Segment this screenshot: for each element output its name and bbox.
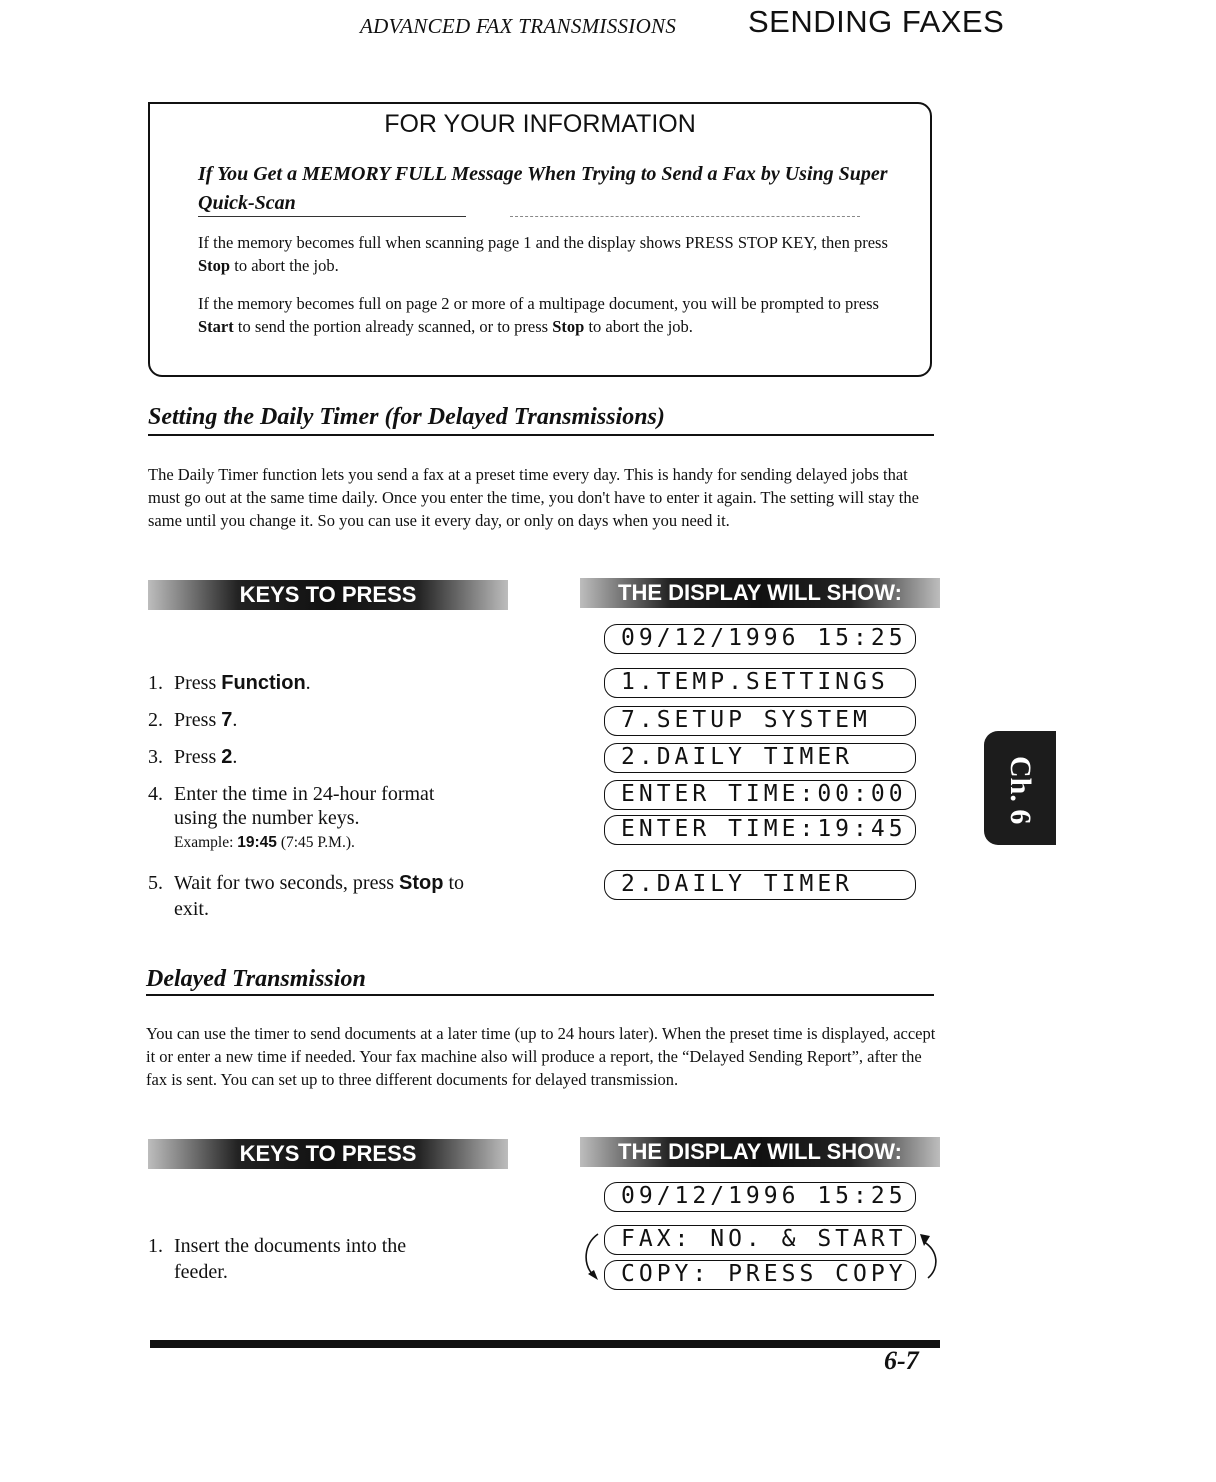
step-2: [148, 707, 528, 733]
info-p1-text-a: If the memory becomes full when scanning page 1 and the display shows PRESS STOP KEY, then press: [198, 233, 888, 252]
info-p1-stop: Stop: [198, 256, 231, 275]
chapter-tab-label: Ch. 6: [1004, 756, 1037, 825]
running-header-chapter: SENDING FAXES: [748, 4, 1005, 39]
chapter-tab: [984, 731, 1056, 845]
display-will-show-banner: THE DISPLAY WILL SHOW:: [580, 578, 940, 608]
alternating-arrow-left-icon: [576, 1228, 606, 1288]
delayed-step-1: [148, 1233, 528, 1287]
lcd-display-daily-timer: 2.DAILY TIMER: [604, 743, 916, 773]
key-7: 7: [221, 709, 233, 731]
delayed-heading-rule: [146, 994, 934, 996]
lcd-display-temp-settings: 1.TEMP.SETTINGS: [604, 668, 916, 698]
step-number: 2.: [148, 709, 163, 731]
step-number: 5.: [148, 872, 163, 894]
step-5: [148, 870, 528, 924]
info-p2-text-c: to abort the job.: [584, 317, 693, 336]
keys-to-press-banner: KEYS TO PRESS: [148, 580, 508, 610]
lcd-display-enter-time-blank: ENTER TIME:00:00: [604, 780, 916, 810]
example-time: 19:45: [237, 834, 277, 851]
info-p2-text-a: If the memory becomes full on page 2 or more of a multipage document, you will be prompted to press: [198, 294, 879, 313]
page-number: 6-7: [884, 1346, 919, 1375]
info-box-rule-dashed: [510, 216, 860, 217]
lcd-display-date-2: 09/12/1996 15:25: [604, 1182, 916, 1212]
info-box-title: FOR YOUR INFORMATION: [384, 110, 696, 138]
step-text: Press: [174, 746, 222, 768]
keys-to-press-banner-2: KEYS TO PRESS: [148, 1139, 508, 1169]
step-text-end: .: [232, 746, 238, 768]
info-p1-text-b: to abort the job.: [230, 256, 339, 275]
info-p2-start: Start: [198, 317, 234, 336]
step-text-line-2: feeder.: [174, 1261, 228, 1283]
info-p2-text-b: to send the portion already scanned, or to press: [233, 317, 553, 336]
step-number: 3.: [148, 746, 163, 768]
step-number: 4.: [148, 783, 163, 805]
daily-timer-heading: Setting the Daily Timer (for Delayed Transmissions): [148, 404, 665, 430]
step-number: 1.: [148, 672, 163, 694]
step-3: [148, 744, 528, 770]
lcd-display-fax-no-start: FAX: NO. & START: [604, 1225, 916, 1255]
step-4: [148, 781, 528, 861]
step-text-end: .: [305, 672, 311, 694]
delayed-description: You can use the timer to send documents at a later time (up to 24 hours later). When the preset time is displayed, accept it or enter a new time if needed. Your fax machine also will produce a report, the “Delayed Sending Report”, after the fax is sent. You can set up to three different documents for delayed transmission.: [146, 1024, 936, 1089]
step-number: 1.: [148, 1235, 163, 1257]
info-box: [148, 102, 932, 377]
display-will-show-banner-2: THE DISPLAY WILL SHOW:: [580, 1137, 940, 1167]
daily-timer-heading-rule: [148, 434, 934, 436]
step-1: [148, 670, 528, 696]
delayed-transmission-heading: Delayed Transmission: [146, 966, 366, 992]
key-function: Function: [221, 672, 306, 694]
step-text-end: to: [443, 872, 465, 894]
step-text-line-2: using the number keys.: [174, 807, 360, 829]
info-box-subtitle: If You Get a MEMORY FULL Message When Trying to Send a Fax by Using Super Quick-Scan: [198, 163, 888, 214]
alternating-arrow-right-icon: [916, 1228, 946, 1288]
key-stop: Stop: [399, 872, 444, 894]
step-text: Press: [174, 672, 222, 694]
step-text-line-2: exit.: [174, 898, 209, 920]
key-2: 2: [221, 746, 233, 768]
info-p2-stop: Stop: [552, 317, 585, 336]
daily-timer-description: The Daily Timer function lets you send a fax at a preset time every day. This is handy for sending delayed jobs that must go out at the same time daily. Once you enter the time, you don't have to enter it again. The setting will stay the same until you change it. So you can use it every day, or only on days when you need it.: [148, 465, 919, 530]
info-box-paragraph-2: [198, 292, 898, 338]
step-text-line-1: Enter the time in 24-hour format: [174, 783, 435, 805]
example-label: Example:: [174, 834, 238, 851]
lcd-display-daily-timer-exit: 2.DAILY TIMER: [604, 870, 916, 900]
example-text: (7:45 P.M.).: [276, 834, 355, 851]
lcd-display-date: 09/12/1996 15:25: [604, 624, 916, 654]
step-text: Wait for two seconds, press: [174, 872, 400, 894]
footer-rule: [150, 1340, 940, 1348]
lcd-display-setup-system: 7.SETUP SYSTEM: [604, 706, 916, 736]
lcd-display-copy-press-copy: COPY: PRESS COPY: [604, 1260, 916, 1290]
lcd-display-enter-time-set: ENTER TIME:19:45: [604, 815, 916, 845]
step-text-line-1: Insert the documents into the: [174, 1235, 407, 1257]
running-header-section: ADVANCED FAX TRANSMISSIONS: [360, 14, 677, 38]
info-box-rule: [198, 216, 466, 217]
info-box-paragraph-1: [198, 231, 898, 277]
step-text-end: .: [232, 709, 238, 731]
step-text: Press: [174, 709, 222, 731]
